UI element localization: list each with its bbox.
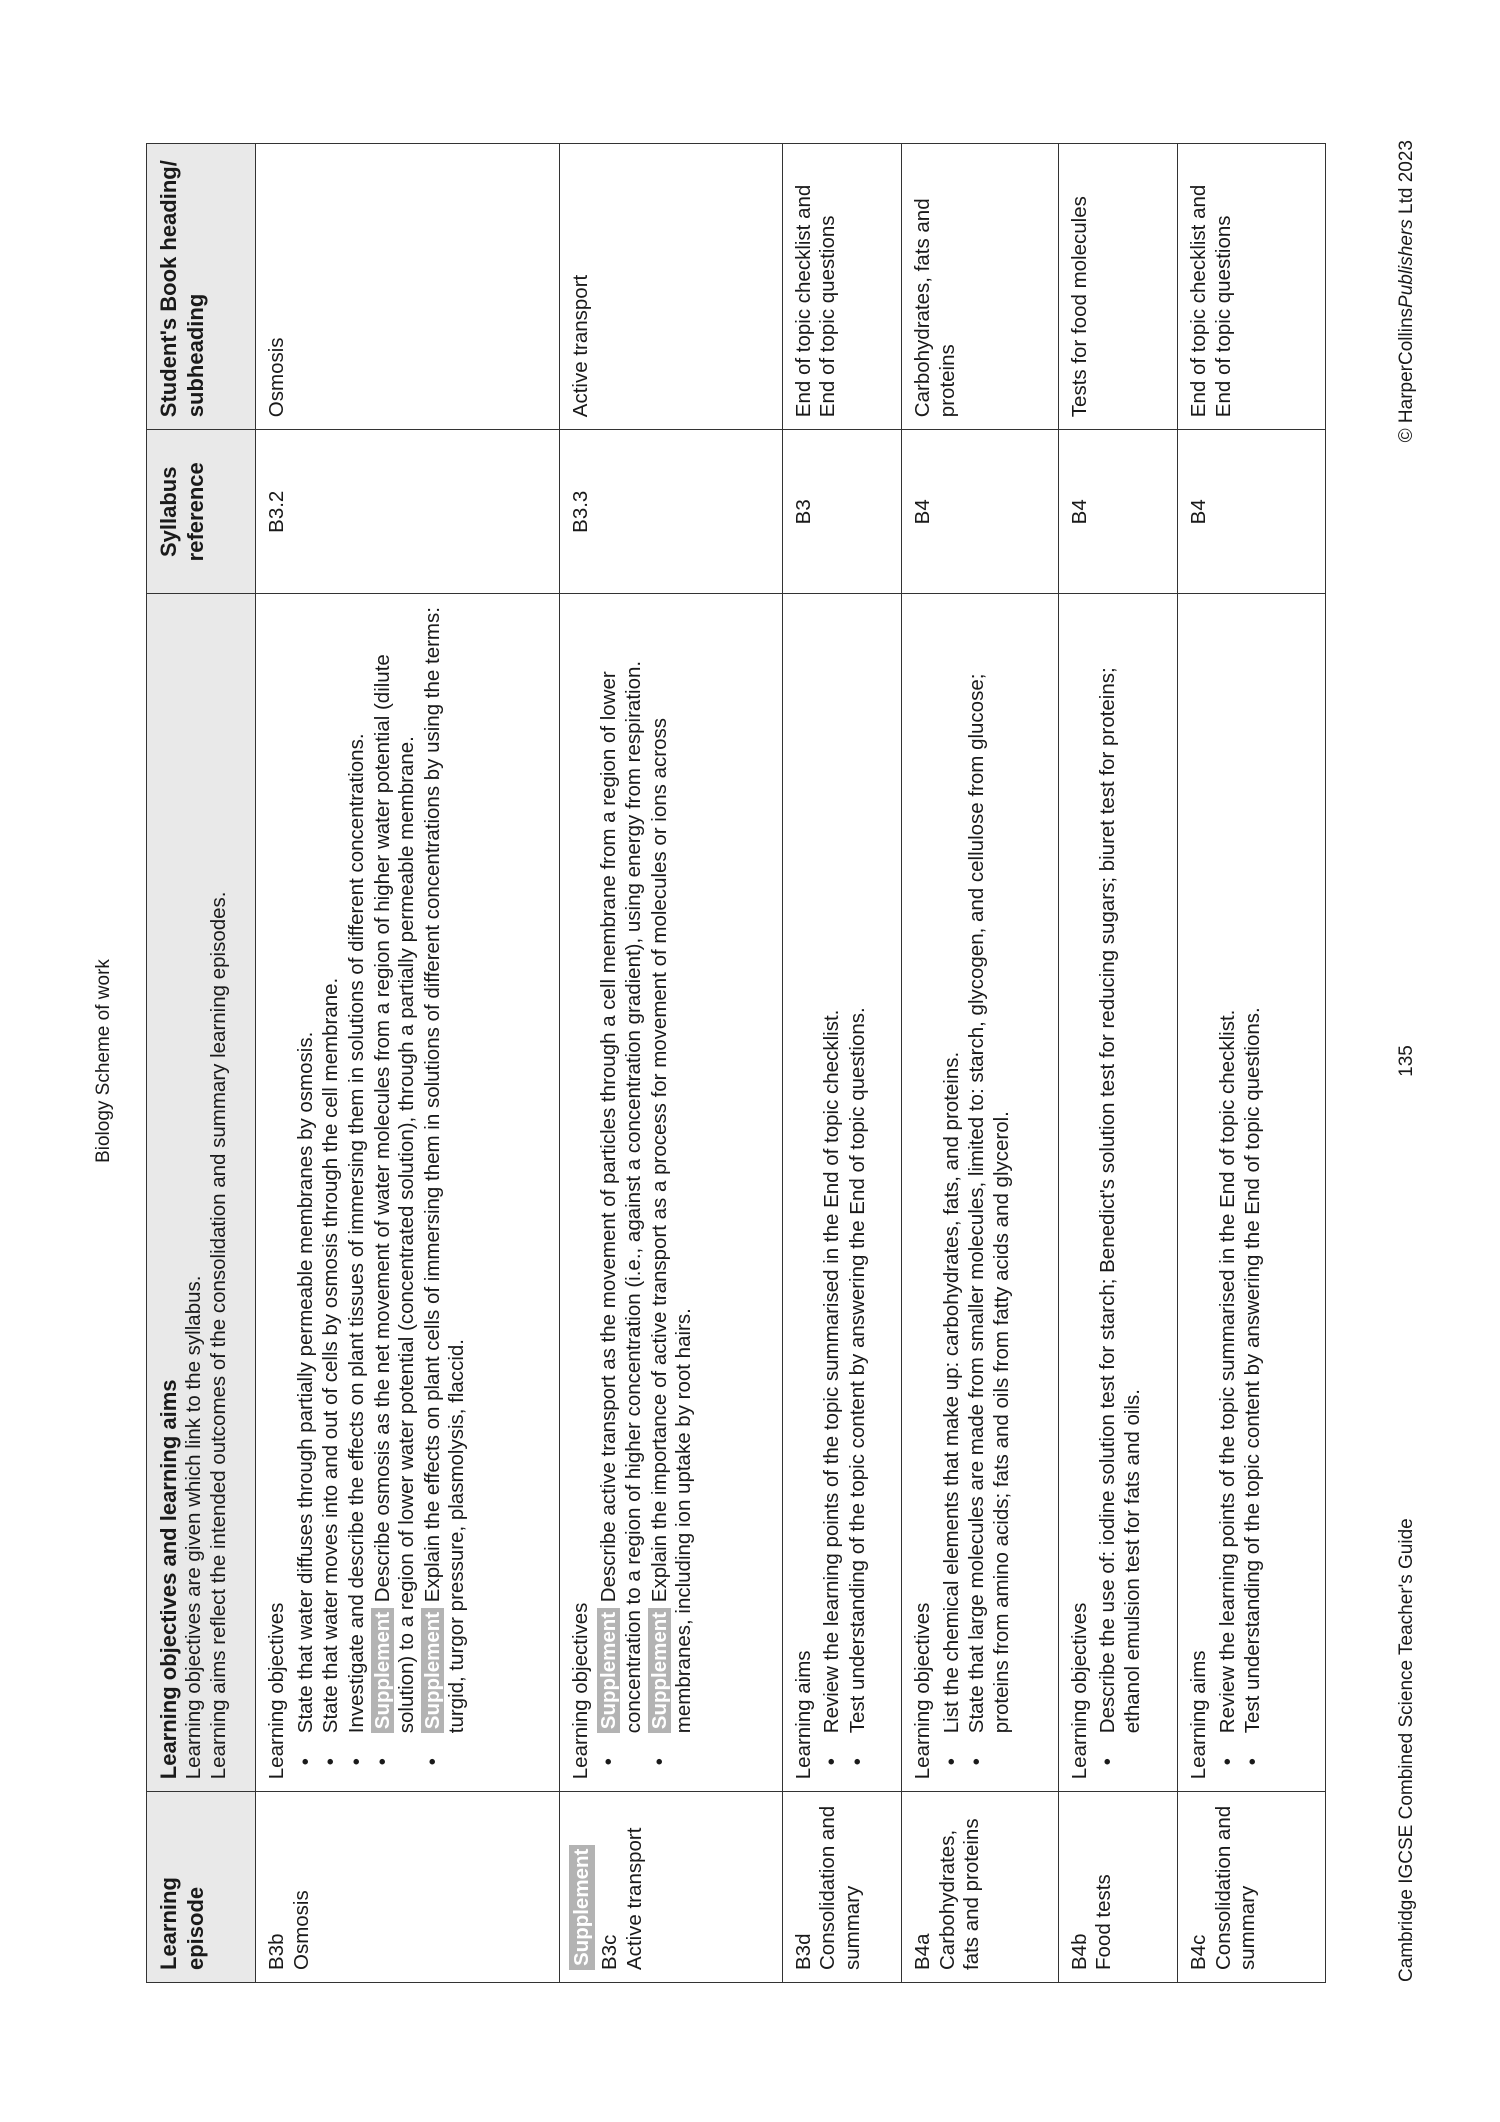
objectives-list	[1216, 606, 1266, 1779]
header-objectives-line2: Learning aims reflect the intended outcomes of the consolidation and summary learning episodes.	[206, 891, 230, 1780]
objectives-section-label: Learning objectives	[1067, 1602, 1091, 1780]
objectives-section-label: Learning aims	[791, 1650, 815, 1780]
table-row	[782, 144, 901, 1983]
book-heading-cell: End of topic checklist and End of topic questions	[782, 144, 901, 430]
episode-cell	[782, 1792, 901, 1983]
supplement-badge: Supplement	[569, 1845, 596, 1970]
supplement-label: Supplement	[421, 1608, 444, 1733]
syllabus-ref-cell: B4	[901, 430, 1058, 594]
objectives-list	[1096, 606, 1145, 1779]
syllabus-ref-cell: B4	[1058, 430, 1177, 594]
episode-code: B4b	[1067, 1933, 1091, 1970]
objectives-cell	[559, 594, 782, 1792]
table-row	[256, 144, 560, 1983]
objective-text: Test understanding of the topic content by answering the End of topic questions.	[1241, 1007, 1265, 1734]
header-objectives	[147, 594, 256, 1792]
objectives-cell	[782, 594, 901, 1792]
episode-name: Osmosis	[289, 1890, 313, 1970]
objective-text: Investigate and describe the effects on plant tissues of immersing them in solutions of different concentrations.	[345, 733, 369, 1734]
list-item	[648, 606, 697, 1779]
table-header-row	[147, 144, 256, 1983]
objective-text: State that water diffuses through partially permeable membranes by osmosis.	[293, 1031, 317, 1734]
list-item	[846, 606, 871, 1779]
supplement-label: Supplement	[597, 1608, 620, 1733]
list-item	[940, 606, 965, 1779]
book-heading-cell: Active transport	[559, 144, 782, 430]
syllabus-ref-cell: B3.3	[559, 430, 782, 594]
scheme-of-work-table	[146, 143, 1326, 1983]
running-header: Biology Scheme of work	[93, 959, 114, 1163]
objectives-list	[294, 606, 470, 1779]
header-episode: Learning episode	[147, 1792, 256, 1983]
list-item	[820, 606, 845, 1779]
episode-code: B3d	[791, 1933, 815, 1970]
header-objectives-line1: Learning objectives are given which link to the syllabus.	[182, 1275, 206, 1780]
objectives-cell	[1178, 594, 1326, 1792]
list-item	[597, 606, 646, 1779]
list-item	[319, 606, 344, 1779]
supplement-label: Supplement	[648, 1608, 671, 1733]
book-heading-cell: Carbohydrates, fats and proteins	[901, 144, 1058, 430]
episode-cell	[901, 1792, 1058, 1983]
episode-code: B3c	[598, 1934, 622, 1970]
objectives-cell	[901, 594, 1058, 1792]
list-item	[1241, 606, 1266, 1779]
objective-text: Review the learning points of the topic summarised in the End of topic checklist.	[820, 1009, 844, 1734]
objectives-section-label: Learning objectives	[568, 1602, 592, 1780]
list-item	[371, 606, 420, 1779]
syllabus-ref-cell: B3	[782, 430, 901, 594]
list-item	[1216, 606, 1241, 1779]
table-row	[901, 144, 1058, 1983]
page-number: 135	[1396, 1045, 1417, 1077]
list-item	[965, 606, 1014, 1779]
table-row	[559, 144, 782, 1983]
episode-code: B4a	[910, 1933, 934, 1970]
episode-code: B3b	[265, 1933, 289, 1970]
episode-cell	[1178, 1792, 1326, 1983]
episode-cell	[1058, 1792, 1177, 1983]
episode-cell	[559, 1792, 782, 1983]
supplement-label: Supplement	[371, 1608, 394, 1733]
copyright: © HarperCollinsPublishers Ltd 2023	[1396, 140, 1417, 443]
objective-text: Review the learning points of the topic summarised in the End of topic checklist.	[1215, 1009, 1239, 1734]
objectives-list	[940, 606, 1015, 1779]
objectives-section-label: Learning aims	[1187, 1650, 1211, 1780]
episode-name: Carbohydrates, fats and proteins	[935, 1818, 984, 1970]
objectives-cell	[256, 594, 560, 1792]
episode-name: Active transport	[623, 1827, 647, 1970]
objective-text: State that large molecules are made from smaller molecules, limited to: starch, glycogen, and cellulose from glucose; proteins from amino acids; fats and oils from fatty acids and glycerol.	[965, 673, 1013, 1734]
objective-text: State that water moves into and out of cells by osmosis through the cell membrane.	[319, 977, 343, 1734]
objective-text: Describe active transport as the movement of particles through a cell membrane from a region of lower concentration to a region of higher concentration (i.e., against a concentration gradient), using energy from respiration.	[597, 660, 646, 1734]
episode-name: Consolidation and summary	[1211, 1805, 1260, 1970]
list-item	[1096, 606, 1145, 1779]
objectives-section-label: Learning objectives	[910, 1602, 934, 1780]
objective-text: Test understanding of the topic content by answering the End of topic questions.	[845, 1007, 869, 1734]
table-row	[1178, 144, 1326, 1983]
list-item	[345, 606, 370, 1779]
objective-text: Describe the use of: iodine solution test for starch; Benedict's solution test for reducing sugars; biuret test for proteins; ethanol emulsion test for fats and oils.	[1096, 667, 1144, 1734]
objective-text: List the chemical elements that make up: carbohydrates, fats, and proteins.	[939, 1051, 963, 1734]
header-syllabus: Syllabus reference	[147, 430, 256, 594]
book-heading-cell: End of topic checklist and End of topic questions	[1178, 144, 1326, 430]
footer-title: Cambridge IGCSE Combined Science Teacher's Guide	[1396, 1518, 1417, 1982]
book-heading-cell: Osmosis	[256, 144, 560, 430]
syllabus-ref-cell: B3.2	[256, 430, 560, 594]
book-heading-cell: Tests for food molecules	[1058, 144, 1177, 430]
episode-cell	[256, 1792, 560, 1983]
objectives-section-label: Learning objectives	[265, 1602, 289, 1780]
table-row	[1058, 144, 1177, 1983]
episode-name: Food tests	[1092, 1874, 1116, 1970]
episode-name: Consolidation and summary	[816, 1805, 864, 1970]
header-objectives-title: Learning objectives and learning aims	[156, 1379, 181, 1780]
objectives-cell	[1058, 594, 1177, 1792]
objectives-list	[820, 606, 870, 1779]
syllabus-ref-cell: B4	[1178, 430, 1326, 594]
list-item	[421, 606, 470, 1779]
objective-text: Explain the effects on plant cells of immersing them in solutions of different concentrations by using the terms: turgid, turgor pressure, plasmolysis, flaccid.	[420, 607, 469, 1734]
objectives-list	[597, 606, 696, 1779]
objective-text: Describe osmosis as the net movement of water molecules from a region of higher water potential (dilute solution) to a region of lower water potential (concentrated solution), through a partially permeable membrane.	[370, 654, 419, 1734]
objective-text: Explain the importance of active transport as a process for movement of molecules or ions across membranes, including ion uptake by root hairs.	[647, 718, 696, 1734]
header-book: Student's Book heading/ subheading	[147, 144, 256, 430]
episode-code: B4c	[1187, 1934, 1211, 1970]
list-item	[294, 606, 319, 1779]
